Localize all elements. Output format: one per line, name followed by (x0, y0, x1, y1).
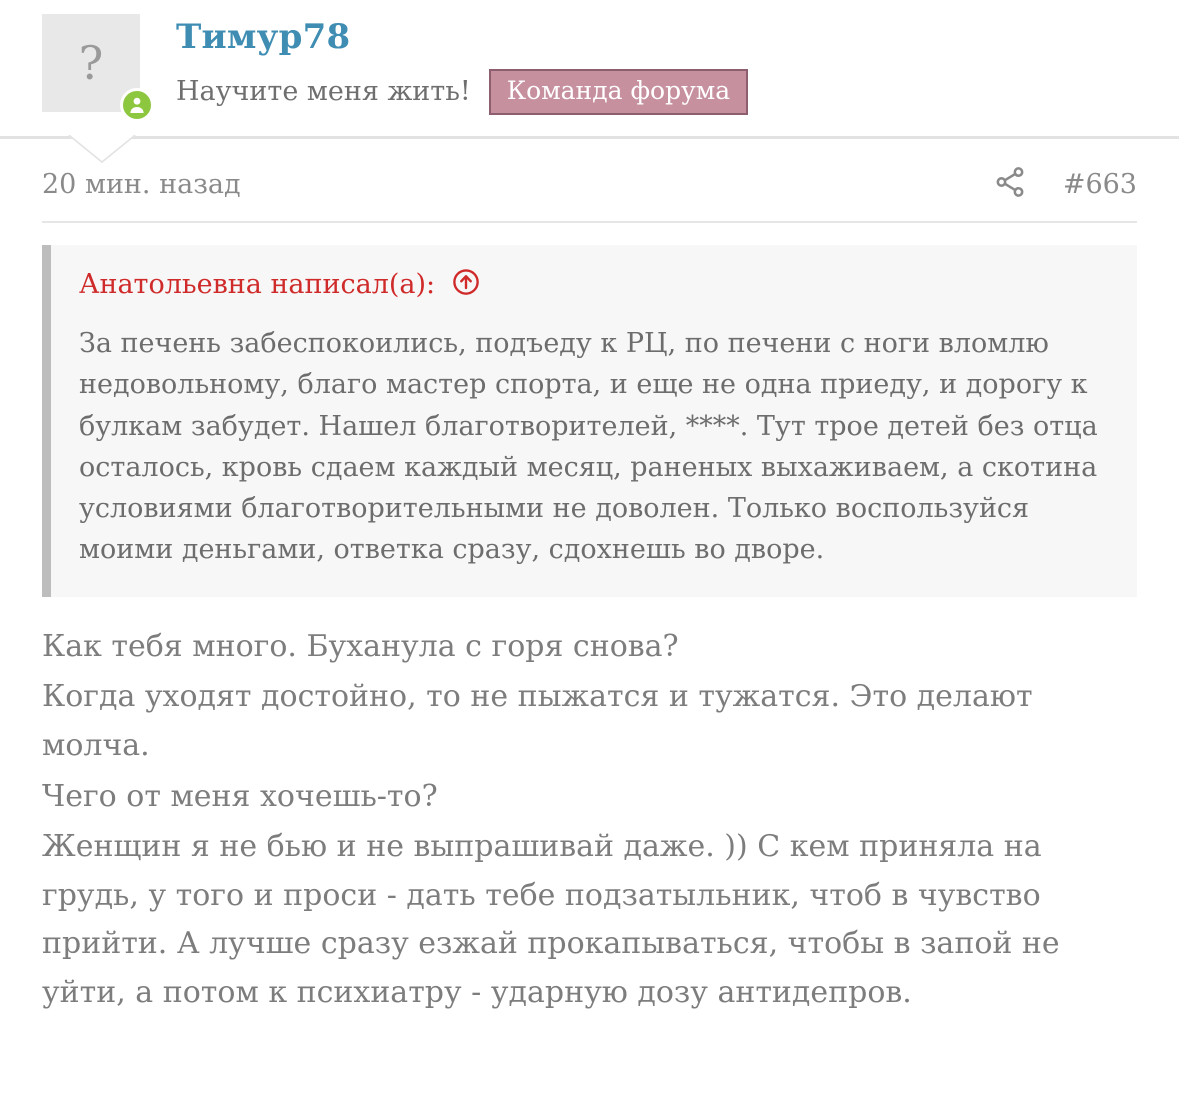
post-body (0, 597, 1179, 1050)
post-meta (0, 139, 1179, 221)
quote-text: За печень забеспокоились, подъеду к РЦ, по печени с ноги вломлю недовольному, благо мастер спорта, и еще не одна приеду, и дорогу к булкам забудет. Нашел благотворителей, ****. Тут трое детей без отца осталось, кровь сдаем каждый месяц, раненых выхаживаем, а скотина условиями благотворительными не доволен. Только воспользуйся моими деньгами, ответка сразу, сдохнешь во дворе. (79, 328, 1098, 566)
post-header (0, 0, 1179, 124)
user-block (140, 14, 748, 115)
post-meta-actions (993, 165, 1137, 203)
user-online-icon (120, 88, 154, 122)
post-paragraph: Женщин я не бью и не выпрашивай даже. )) С кем приняла на грудь, у того и проси - дать тебе подзатыльник, чтоб в чувство прийти. А лучше сразу езжай прокапываться, чтобы в запой не уйти, а потом к психиатру - ударную дозу антидепров. (42, 829, 1060, 1010)
status-badge: Команда форума (489, 69, 748, 115)
avatar[interactable] (42, 14, 140, 112)
post-timestamp: 20 мин. назад (42, 168, 241, 200)
header-divider (0, 136, 1179, 139)
username[interactable]: Тимур78 (176, 17, 351, 57)
quote-block (42, 245, 1137, 597)
post-paragraph: Когда уходят достойно, то не пыжатся и тужатся. Это делают молча. (42, 679, 1033, 763)
post-number[interactable]: #663 (1062, 168, 1137, 200)
quote-author[interactable]: Анатольевна написал(а): (79, 268, 436, 300)
jump-to-post-icon[interactable] (451, 267, 481, 301)
avatar-placeholder: ? (42, 14, 140, 112)
user-title: Научите меня жить! (176, 76, 471, 108)
meta-divider (42, 221, 1137, 223)
quote-header (79, 267, 1107, 301)
user-subline (176, 69, 748, 115)
speech-notch (70, 135, 134, 161)
post-paragraph: Как тебя много. Буханула с горя снова? (42, 628, 679, 664)
share-icon[interactable] (993, 165, 1027, 203)
post-paragraph: Чего от меня хочешь-то? (42, 778, 438, 814)
